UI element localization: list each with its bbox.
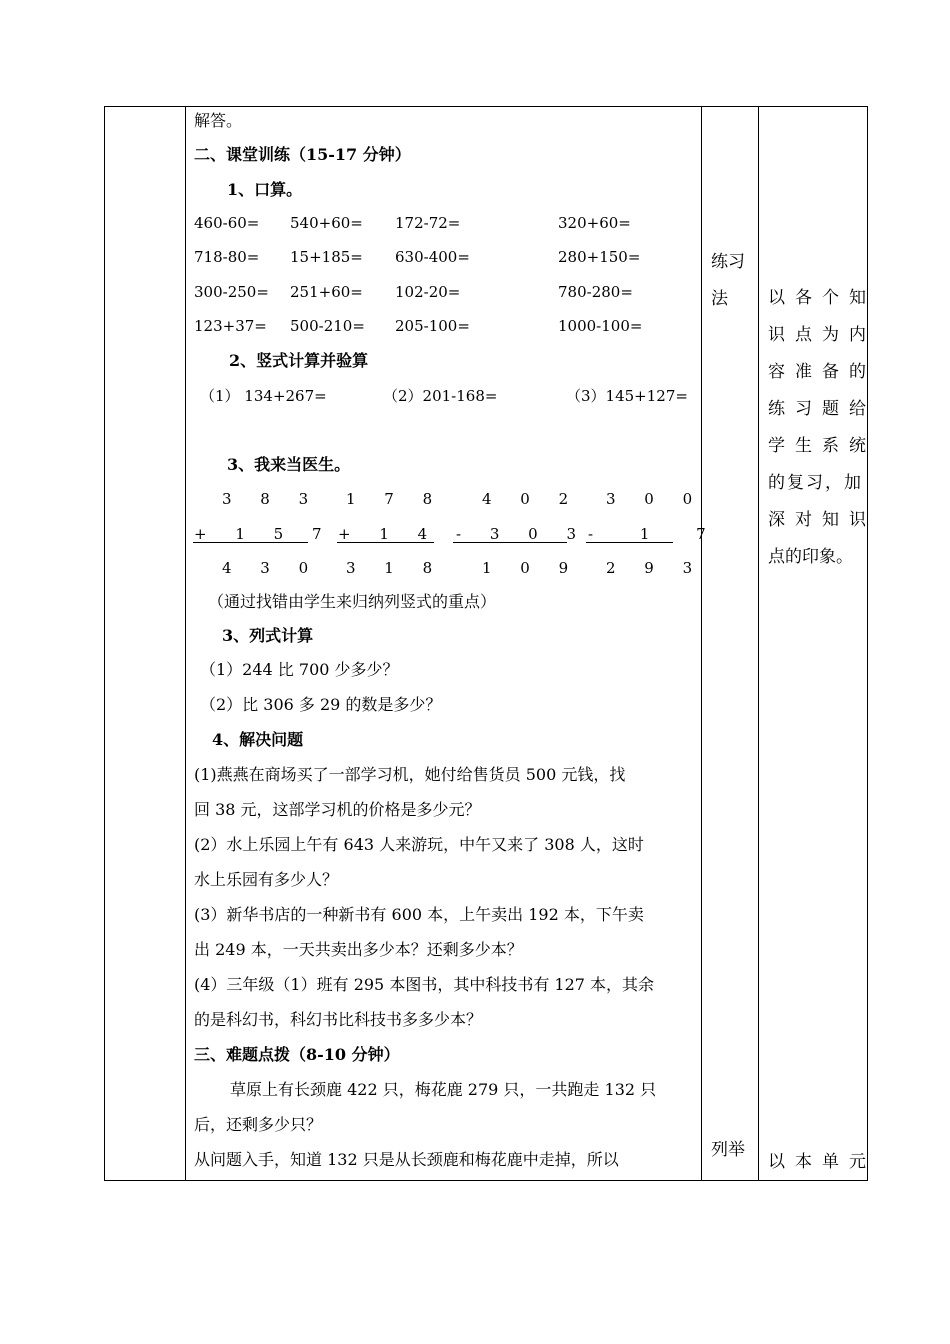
calc-underline [193, 542, 308, 543]
calc-underline [337, 542, 434, 543]
text-line: 回 38 元，这部学习机的价格是多少元？ [194, 800, 481, 819]
text-line: (3）新华书店的一种新书有 600 本，上午卖出 192 本，下午卖 [194, 905, 644, 924]
doctor-bottom: 2 9 3 [606, 559, 705, 577]
doctor-mid: + 1 4 [338, 525, 440, 543]
oral-item: 123+37= [194, 317, 267, 335]
oral-item: 102-20= [395, 283, 461, 301]
doctor-top: 4 0 2 [482, 490, 581, 508]
oral-item: 718-80= [194, 248, 260, 266]
text-line: （1）244 比 700 少多少？ [200, 660, 399, 679]
method-text: 法 [711, 289, 728, 309]
oral-item: 500-210= [290, 317, 365, 335]
intent-text: 容准备的 [768, 362, 876, 382]
text-line: 草原上有长颈鹿 422 只，梅花鹿 279 只，一共跑走 132 只 [230, 1080, 657, 1099]
text-line: 出 249 本，一天共卖出多少本？还剩多少本？ [194, 940, 523, 959]
calc-underline [586, 542, 673, 543]
doctor-bottom: 1 0 9 [482, 559, 581, 577]
vertical-calc-item: （2）201-168= [383, 387, 498, 405]
calc-underline [453, 542, 567, 543]
oral-item: 460-60= [194, 214, 260, 232]
doctor-mid: - 1 7 [588, 525, 718, 543]
text-line: （2）比 306 多 29 的数是多少？ [200, 695, 442, 714]
doctor-bottom: 4 3 0 [222, 559, 321, 577]
section-heading: 二、课堂训练（15-17 分钟） [194, 145, 411, 164]
text-line: (4）三年级（1）班有 295 本图书，其中科技书有 127 本，其余 [194, 975, 655, 994]
section-heading: 三、难题点拨（8-10 分钟） [194, 1045, 400, 1064]
doctor-mid: - 3 0 3 [456, 525, 589, 543]
oral-item: 280+150= [558, 248, 641, 266]
intent-text: 点的印象。 [768, 547, 853, 567]
text-line: 从问题入手，知道 132 只是从长颈鹿和梅花鹿中走掉，所以 [194, 1150, 619, 1169]
vertical-calc-item: （1） 134+267= [200, 387, 327, 405]
oral-item: 320+60= [558, 214, 631, 232]
intent-text: 识点为内 [768, 325, 876, 345]
intent-text: 以本单元 [768, 1152, 876, 1172]
sub-heading: 4、解决问题 [212, 730, 304, 749]
doctor-mid: + 1 5 7 [194, 525, 334, 543]
column-divider [758, 107, 759, 1180]
method-text: 练习 [711, 252, 745, 272]
oral-item: 251+60= [290, 283, 363, 301]
text-line: (2）水上乐园上午有 643 人来游玩，中午又来了 308 人，这时 [194, 835, 644, 854]
oral-item: 540+60= [290, 214, 363, 232]
text-line: (1)燕燕在商场买了一部学习机，她付给售货员 500 元钱，找 [194, 765, 626, 784]
doctor-top: 3 8 3 [222, 490, 321, 508]
intent-text: 深对知识 [768, 510, 876, 530]
oral-item: 1000-100= [558, 317, 643, 335]
text-line: 后，还剩多少只？ [194, 1115, 323, 1134]
intent-text: 练习题给 [768, 399, 876, 419]
column-divider [185, 107, 186, 1180]
oral-item: 300-250= [194, 283, 269, 301]
oral-item: 780-280= [558, 283, 633, 301]
sub-heading: 3、我来当医生。 [227, 455, 351, 474]
method-text: 列举 [711, 1140, 745, 1160]
oral-item: 205-100= [395, 317, 470, 335]
column-divider [701, 107, 702, 1180]
intent-text: 的复习，加 [768, 473, 863, 493]
doctor-bottom: 3 1 8 [346, 559, 445, 577]
intent-text: 以各个知 [768, 288, 876, 308]
oral-item: 15+185= [290, 248, 363, 266]
intent-text: 学生系统 [768, 436, 876, 456]
oral-item: 172-72= [395, 214, 461, 232]
sub-heading: 3、列式计算 [222, 626, 314, 645]
note-line: （通过找错由学生来归纳列竖式的重点） [208, 592, 497, 611]
text-line: 水上乐园有多少人？ [194, 870, 339, 889]
sub-heading: 2、竖式计算并验算 [229, 351, 369, 370]
text-line: 的是科幻书，科幻书比科技书多多少本？ [194, 1010, 483, 1029]
oral-item: 630-400= [395, 248, 470, 266]
sub-heading: 1、口算。 [227, 180, 303, 199]
doctor-top: 1 7 8 [346, 490, 445, 508]
vertical-calc-item: （3）145+127= [566, 387, 688, 405]
doctor-top: 3 0 0 [606, 490, 705, 508]
text-line: 解答。 [194, 111, 243, 130]
